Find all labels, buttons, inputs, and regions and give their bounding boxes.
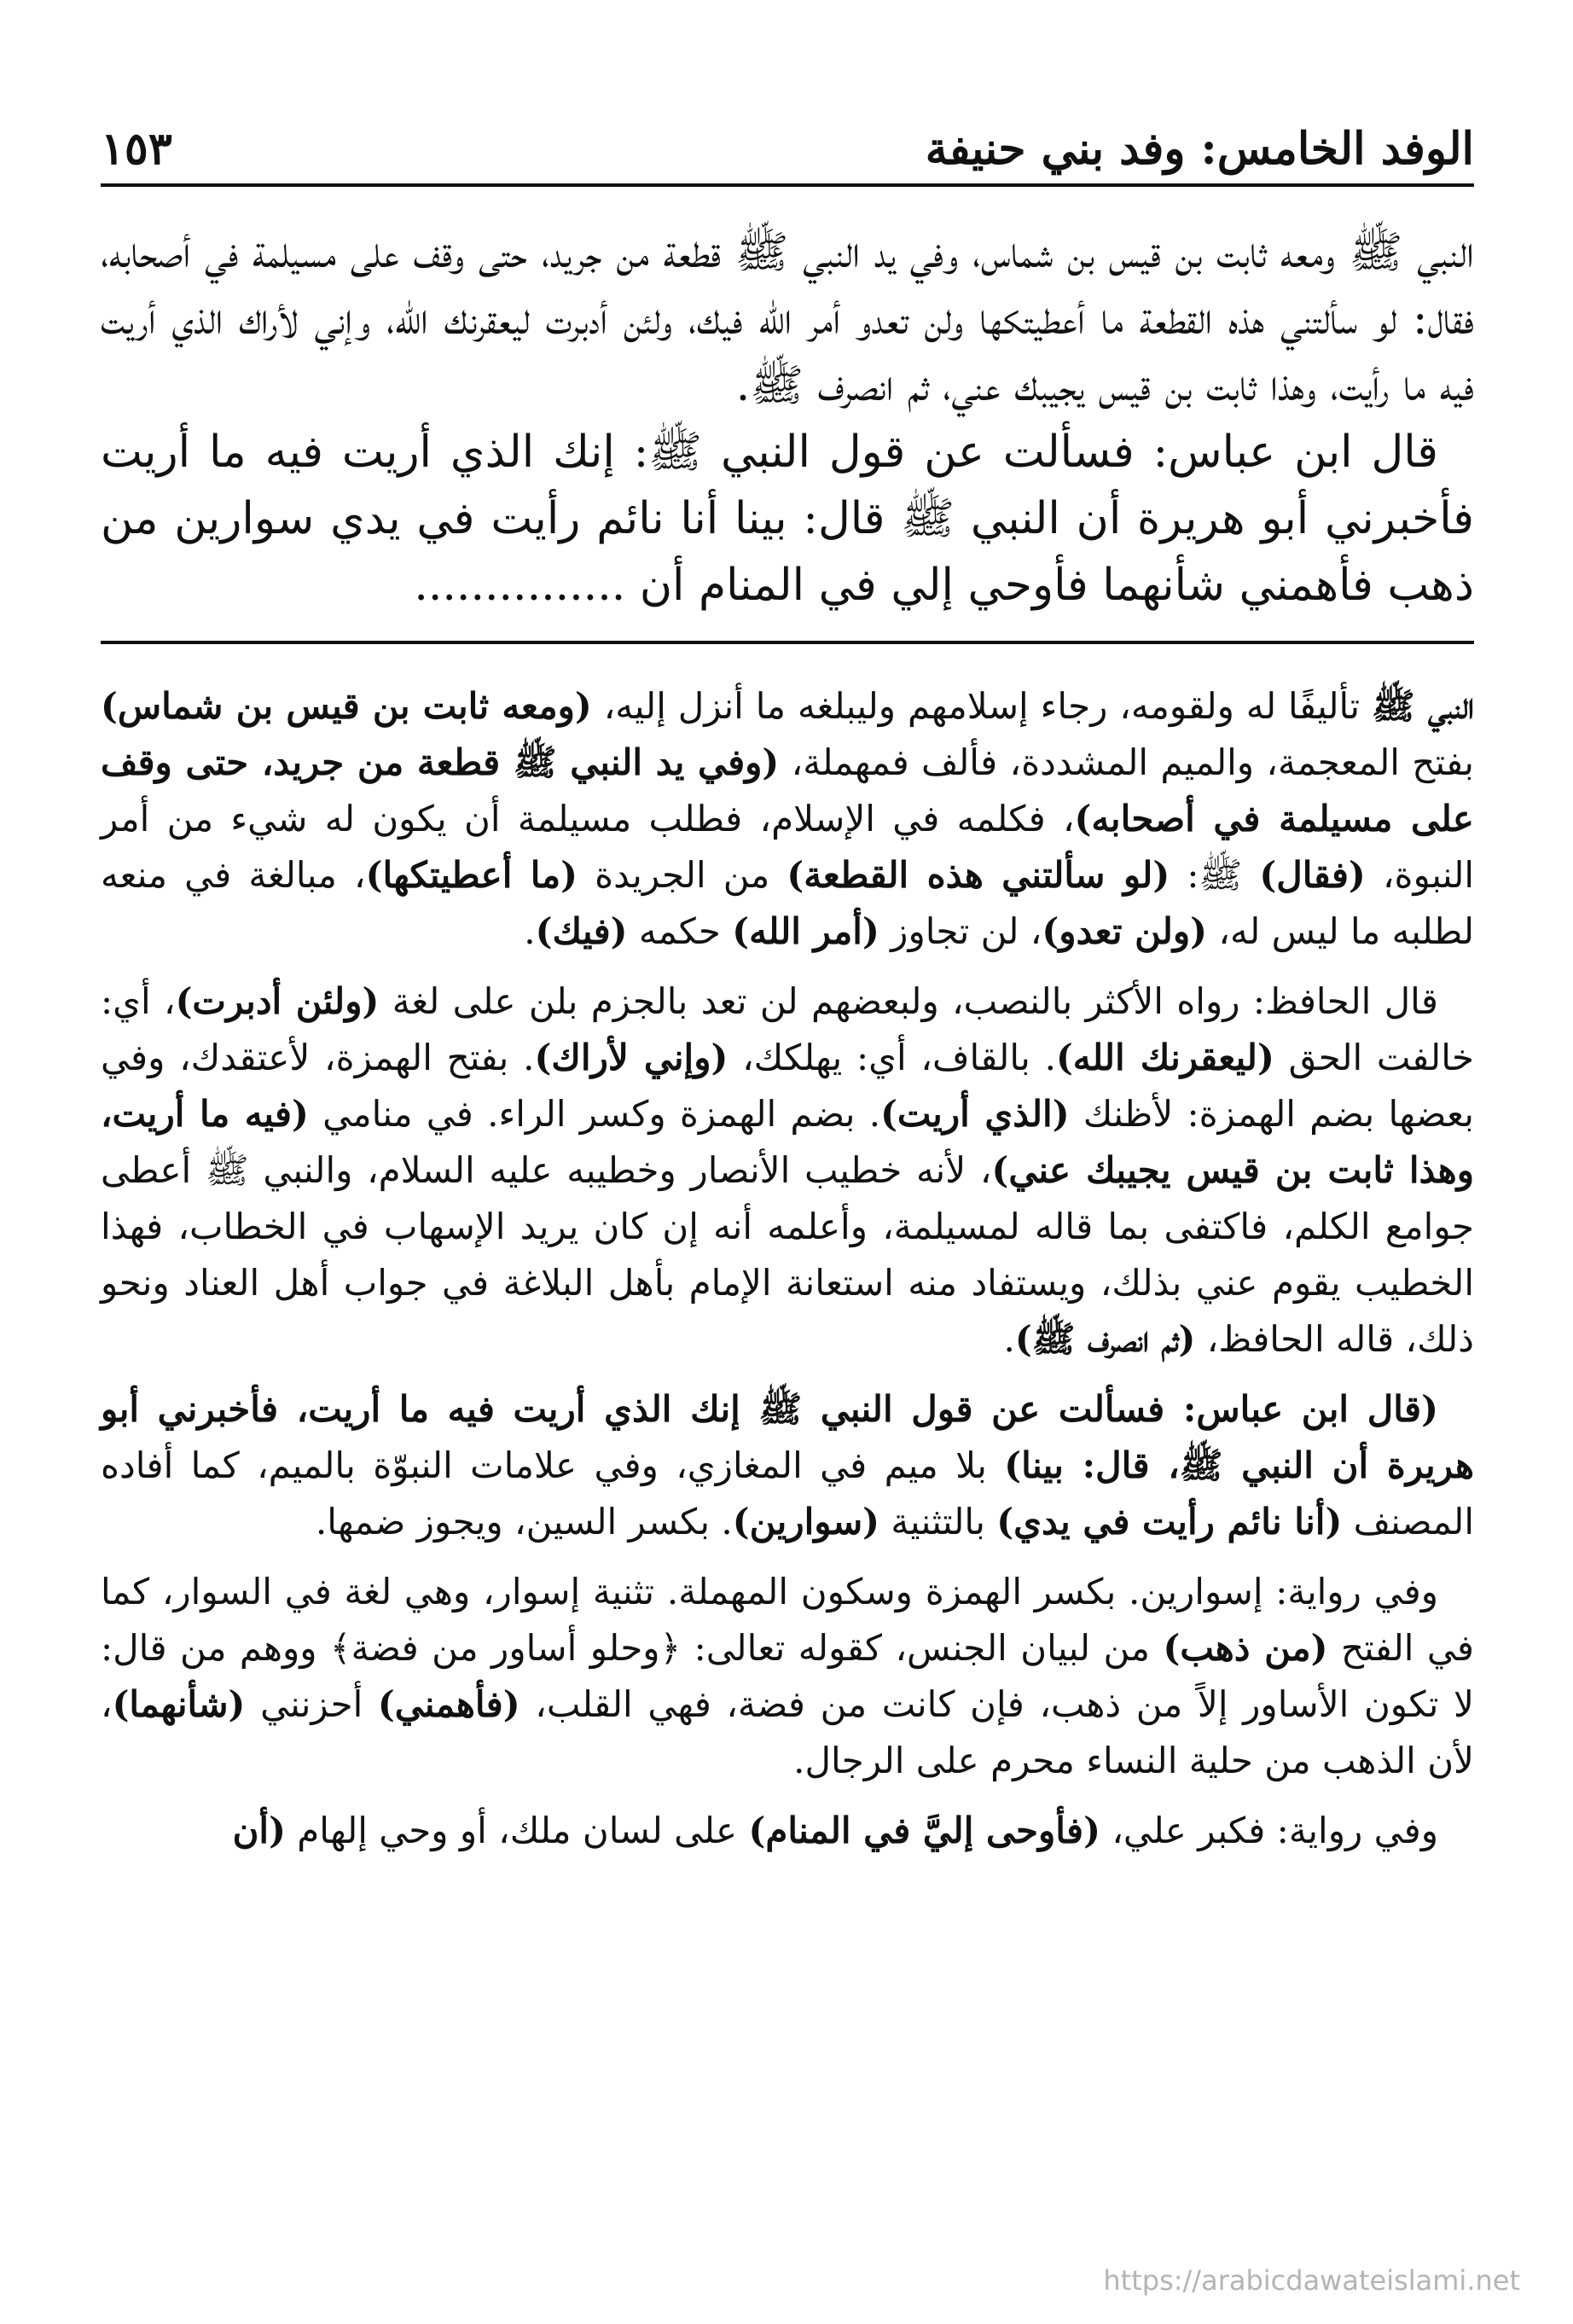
commentary-text: من لبيان الجنس، كقوله تعالى: ﴿وحلو أساور من فضة﴾ ووهم من قال: لا تكون الأساور إلاً من ذهب، فإن كانت من فضة، فهي القلب، [101,1627,1474,1725]
commentary-text: على لسان ملك، أو وحي إلهام [285,1810,749,1851]
quoted-phrase: (أنا نائم رأيت في يدي) [996,1501,1343,1543]
main-text-paragraph-2 [101,419,1474,619]
commentary-text: . [1003,1318,1015,1360]
commentary-text: ، لأنه خطيب الأنصار وخطيبه عليه السلام، والنبي ﷺ أعطى جوامع الكلم، فاكتفى بما قاله لمسيلمة، وأعلمه أنه إن كان يريد الإسهاب في الخطاب، فهذا الخطيب يقوم عني بذلك، ويستفاد منه استعانة الإمام بأهل البلاغة في جواب أهل العناد ونحو ذلك، قاله الحافظ، [101,1149,1474,1360]
commentary-text: أحزنني [245,1683,378,1725]
quoted-phrase: (ليعقرنك الله) [1055,1037,1274,1078]
quoted-phrase: (فيه ما أريت، وهذا ثابت بن قيس يجيبك عني) [101,1093,1474,1191]
page-number: ١٥٣ [101,123,172,175]
commentary-text: من الجريدة [577,854,787,896]
quoted-phrase: (لو سألتني هذه القطعة) [786,854,1170,896]
commentary-text: حكمه [627,910,733,952]
quoted-phrase: النبي ﷺ [1371,685,1474,727]
commentary-text: . بكسر السين، ويجوز ضمها. [315,1501,733,1543]
commentary-divider [101,641,1474,644]
quoted-phrase: (شأنهما) [112,1683,246,1725]
commentary-text: . بالقاف، أي: يهلكك، [728,1037,1056,1078]
commentary-text: بفتح المعجمة، والميم المشددة، فألف فمهملة، [779,741,1474,783]
quoted-phrase: (فيك) [535,910,628,952]
page-header [101,81,1474,175]
commentary-text: تأليفًا له ولقومه، رجاء إسلامهم وليبلغه ما أنزل إليه، [591,685,1372,727]
main-text-paragraph-1: النبي ﷺ ومعه ثابت بن قيس بن شماس، وفي يد النبي ﷺ قطعة من جريد، حتى وقف على مسيلمة في أصحابه، فقال: لو سألتني هذه القطعة ما أعطيتكها ولن تعدو أمر الله فيك، ولئن أدبرت ليعقرنك الله، وإني لأراك الذي أريت فيه ما رأيت، وهذا ثابت بن قيس يجيبك عني، ثم انصرف ﷺ. [101,227,1474,411]
quoted-phrase: (فأوحى إليَّ في المنام) [748,1810,1100,1851]
quoted-phrase: (وإني لأراك) [534,1037,728,1078]
commentary-text: ﷺ: [1170,854,1260,896]
header-divider [101,183,1474,187]
quoted-phrase: (سوارين) [732,1501,880,1543]
commentary-paragraph-4 [101,1564,1474,1789]
quoted-phrase: (وفي يد النبي ﷺ قطعة من جريد، حتى وقف على مسيلمة في أصحابه) [101,741,1474,840]
commentary-text: قال الحافظ: رواه الأكثر بالنصب، ولبعضهم لن تعد بالجزم بلن على لغة [379,980,1438,1022]
commentary-paragraph-3 [101,1381,1474,1550]
commentary-paragraph-1 [101,678,1474,960]
quoted-phrase: (ولن تعدو) [1042,910,1208,952]
main-text-paragraph-2-text: قال ابن عباس: فسألت عن قول النبي ﷺ: إنك الذي أريت فيه ما أريت فأخبرني أبو هريرة أن النبي ﷺ قال: بينا أنا نائم رأيت في يدي سوارين من ذهب فأهمني شأنهما فأوحي إلي في المنام أن [101,427,1474,611]
commentary-text: وفي رواية: فكبر علي، [1100,1810,1438,1851]
quoted-phrase: (ولئن أدبرت) [175,980,380,1022]
commentary-text: ، لن تجاوز [879,910,1042,952]
quoted-phrase: (من ذهب) [1163,1627,1328,1669]
commentary-text: ، لأن الذهب من حلية النساء محرم على الرجال. [101,1683,1474,1781]
quoted-phrase: (فقال) [1259,854,1366,896]
commentary [101,678,1474,1859]
commentary-text: ، فكلمه في الإسلام، فطلب مسيلمة أن يكون له شيء من أمر النبوة، [101,798,1475,896]
quoted-phrase: (فأهمني) [377,1683,520,1725]
commentary-text: ، مبالغة في منعه لطلبه ما ليس له، [101,854,1474,952]
main-text [101,219,1474,619]
commentary-text: وفي رواية: إسوارين. بكسر الهمزة وسكون المهملة. تثنية إسوار، وهي لغة في السوار، كما في الفتح [101,1571,1474,1669]
commentary-text: . بفتح الهمزة، لأعتقدك، وفي بعضها بضم الهمزة: لأظنك [101,1037,1474,1135]
commentary-paragraph-2 [101,973,1474,1368]
running-title: الوفد الخامس: وفد بني حنيفة [925,123,1474,175]
quoted-phrase: (ثم انصرف ﷺ) [1014,1318,1196,1360]
commentary-text: ، أي: خالفت الحق [101,980,1474,1078]
quoted-phrase: (أن [232,1810,286,1851]
quoted-phrase: (ما أعطيتكها) [365,854,578,896]
quoted-phrase: (الذي أريت) [880,1093,1070,1135]
commentary-text: بلا ميم في المغازي، وفي علامات النبوّة بالميم، كما أفاده المصنف [101,1444,1474,1543]
book-page [101,81,1474,1873]
quoted-phrase: (ومعه ثابت بن قيس بن شماس) [101,685,592,727]
source-watermark: https://arabicdawateislami.net [1103,2264,1520,2297]
quoted-phrase: (أمر الله) [732,910,879,952]
commentary-text: . بضم الهمزة وكسر الراء. في منامي [308,1093,881,1135]
quoted-phrase: (قال ابن عباس: فسألت عن قول النبي ﷺ إنك الذي أريت فيه ما أريت، فأخبرني أبو هريرة أن النبي ﷺ، قال: بينا) [101,1388,1474,1486]
commentary-text: بالتثنية [879,1501,997,1543]
continuation-dots: ............... [414,560,626,611]
commentary-text: . [524,910,536,952]
commentary-paragraph-5 [101,1803,1474,1859]
